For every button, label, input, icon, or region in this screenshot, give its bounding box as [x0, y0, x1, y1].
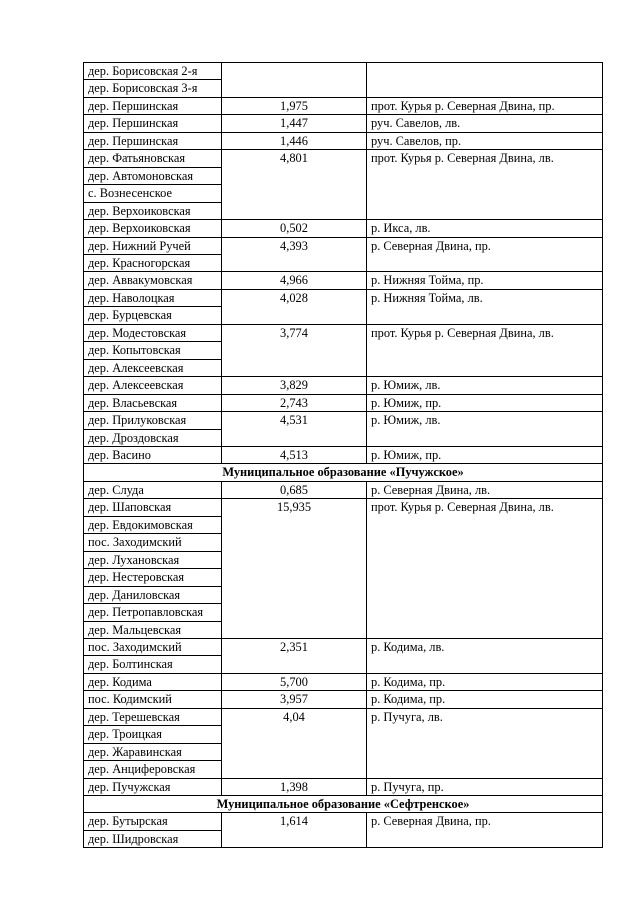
settlement-cell: дер. Шаповская [84, 499, 222, 516]
distance-cell: 4,04 [222, 708, 367, 725]
water-source-cell: руч. Савелов, пр. [367, 132, 603, 149]
table-row [84, 551, 603, 568]
distance-cell [222, 604, 367, 621]
table-row [84, 761, 603, 778]
table-row [84, 481, 603, 498]
water-source-cell [367, 621, 603, 638]
distance-cell [222, 534, 367, 551]
settlement-cell: дер. Терешевская [84, 708, 222, 725]
settlement-cell: дер. Верхоиковская [84, 202, 222, 219]
water-source-cell [367, 80, 603, 97]
settlement-cell: дер. Троицкая [84, 726, 222, 743]
section-header-row [84, 796, 603, 813]
distance-cell [222, 586, 367, 603]
distance-cell: 4,393 [222, 237, 367, 254]
table-row [84, 778, 603, 795]
water-source-cell: р. Кодима, пр. [367, 673, 603, 690]
water-source-cell [367, 516, 603, 533]
table-row [84, 115, 603, 132]
table-row [84, 534, 603, 551]
table-row [84, 185, 603, 202]
settlement-cell: дер. Фатьяновская [84, 150, 222, 167]
settlement-cell: дер. Копытовская [84, 342, 222, 359]
settlement-cell: дер. Слуда [84, 481, 222, 498]
settlement-cell: дер. Красногорская [84, 254, 222, 271]
distance-cell [222, 359, 367, 376]
settlement-cell: дер. Модестовская [84, 324, 222, 341]
table-row [84, 97, 603, 114]
settlements-table-body [84, 63, 603, 848]
settlement-cell: дер. Болтинская [84, 656, 222, 673]
distance-cell: 2,351 [222, 638, 367, 655]
water-source-cell [367, 726, 603, 743]
water-source-cell: прот. Курья р. Северная Двина, лв. [367, 150, 603, 167]
table-row [84, 202, 603, 219]
table-row [84, 254, 603, 271]
distance-cell [222, 569, 367, 586]
water-source-cell [367, 830, 603, 847]
water-source-cell [367, 569, 603, 586]
distance-cell: 3,829 [222, 377, 367, 394]
distance-cell [222, 743, 367, 760]
table-row [84, 830, 603, 847]
settlement-cell: дер. Першинская [84, 115, 222, 132]
settlement-cell: дер. Евдокимовская [84, 516, 222, 533]
water-source-cell: р. Кодима, лв. [367, 638, 603, 655]
distance-cell: 1,447 [222, 115, 367, 132]
table-row [84, 691, 603, 708]
table-row [84, 708, 603, 725]
water-source-cell: р. Северная Двина, лв. [367, 481, 603, 498]
water-source-cell [367, 63, 603, 80]
water-source-cell [367, 534, 603, 551]
settlement-cell: дер. Лухановская [84, 551, 222, 568]
water-source-cell: р. Юмиж, пр. [367, 446, 603, 463]
water-source-cell: р. Юмиж, лв. [367, 377, 603, 394]
settlement-cell: дер. Петропавловская [84, 604, 222, 621]
table-row [84, 499, 603, 516]
table-row [84, 586, 603, 603]
water-source-cell [367, 656, 603, 673]
section-title: Муниципальное образование «Сефтренское» [84, 796, 603, 813]
settlement-cell: дер. Першинская [84, 132, 222, 149]
settlement-cell: дер. Власьевская [84, 394, 222, 411]
distance-cell [222, 830, 367, 847]
table-row [84, 569, 603, 586]
distance-cell: 1,398 [222, 778, 367, 795]
distance-cell: 4,966 [222, 272, 367, 289]
table-row [84, 324, 603, 341]
settlement-cell: дер. Васино [84, 446, 222, 463]
water-source-cell: р. Юмиж, лв. [367, 412, 603, 429]
table-row [84, 359, 603, 376]
settlement-cell: дер. Дроздовская [84, 429, 222, 446]
distance-cell: 3,774 [222, 324, 367, 341]
distance-cell [222, 80, 367, 97]
settlement-cell: дер. Верхоиковская [84, 220, 222, 237]
distance-cell: 1,614 [222, 813, 367, 830]
settlement-cell: дер. Наволоцкая [84, 289, 222, 306]
distance-cell [222, 167, 367, 184]
water-source-cell: руч. Савелов, лв. [367, 115, 603, 132]
settlement-cell: с. Вознесенское [84, 185, 222, 202]
distance-cell [222, 307, 367, 324]
settlement-cell: дер. Борисовская 3-я [84, 80, 222, 97]
table-row [84, 446, 603, 463]
distance-cell: 0,685 [222, 481, 367, 498]
table-row [84, 516, 603, 533]
water-source-cell: р. Нижняя Тойма, пр. [367, 272, 603, 289]
distance-cell: 3,957 [222, 691, 367, 708]
settlement-cell: дер. Даниловская [84, 586, 222, 603]
distance-cell: 1,446 [222, 132, 367, 149]
distance-cell [222, 621, 367, 638]
water-source-cell [367, 586, 603, 603]
distance-cell [222, 202, 367, 219]
table-row [84, 289, 603, 306]
settlement-cell: дер. Аввакумовская [84, 272, 222, 289]
settlement-cell: дер. Алексеевская [84, 377, 222, 394]
settlement-cell: дер. Бурцевская [84, 307, 222, 324]
settlement-cell: дер. Кодима [84, 673, 222, 690]
distance-cell: 5,700 [222, 673, 367, 690]
distance-cell: 2,743 [222, 394, 367, 411]
settlement-cell: дер. Анциферовская [84, 761, 222, 778]
water-source-cell [367, 202, 603, 219]
water-source-cell: р. Северная Двина, пр. [367, 237, 603, 254]
distance-cell: 0,502 [222, 220, 367, 237]
table-row [84, 429, 603, 446]
water-source-cell: р. Пучуга, лв. [367, 708, 603, 725]
distance-cell: 4,531 [222, 412, 367, 429]
water-source-cell: р. Юмиж, пр. [367, 394, 603, 411]
table-row [84, 621, 603, 638]
settlement-cell: дер. Прилуковская [84, 412, 222, 429]
settlement-cell: дер. Пучужская [84, 778, 222, 795]
settlements-table [83, 62, 603, 848]
section-header-row [84, 464, 603, 481]
water-source-cell [367, 254, 603, 271]
distance-cell [222, 254, 367, 271]
water-source-cell [367, 307, 603, 324]
settlement-cell: дер. Шидровская [84, 830, 222, 847]
distance-cell: 15,935 [222, 499, 367, 516]
distance-cell [222, 516, 367, 533]
table-row [84, 237, 603, 254]
water-source-cell: прот. Курья р. Северная Двина, пр. [367, 97, 603, 114]
settlement-cell: дер. Бутырская [84, 813, 222, 830]
settlement-cell: дер. Жаравинская [84, 743, 222, 760]
table-row [84, 743, 603, 760]
water-source-cell [367, 761, 603, 778]
water-source-cell: р. Северная Двина, пр. [367, 813, 603, 830]
table-row [84, 412, 603, 429]
distance-cell [222, 63, 367, 80]
table-row [84, 726, 603, 743]
table-row [84, 394, 603, 411]
table-row [84, 604, 603, 621]
table-row [84, 220, 603, 237]
water-source-cell: прот. Курья р. Северная Двина, лв. [367, 499, 603, 516]
distance-cell: 4,513 [222, 446, 367, 463]
water-source-cell: р. Пучуга, пр. [367, 778, 603, 795]
water-source-cell: прот. Курья р. Северная Двина, лв. [367, 324, 603, 341]
table-row [84, 656, 603, 673]
settlement-cell: дер. Автомоновская [84, 167, 222, 184]
table-row [84, 342, 603, 359]
distance-cell [222, 726, 367, 743]
table-row [84, 150, 603, 167]
settlement-cell: пос. Заходимский [84, 638, 222, 655]
table-row [84, 80, 603, 97]
distance-cell [222, 656, 367, 673]
table-row [84, 377, 603, 394]
table-row [84, 272, 603, 289]
distance-cell [222, 551, 367, 568]
table-row [84, 167, 603, 184]
settlement-cell: дер. Першинская [84, 97, 222, 114]
distance-cell: 4,801 [222, 150, 367, 167]
distance-cell [222, 761, 367, 778]
water-source-cell [367, 743, 603, 760]
water-source-cell: р. Нижняя Тойма, лв. [367, 289, 603, 306]
distance-cell [222, 342, 367, 359]
distance-cell [222, 185, 367, 202]
settlement-cell: пос. Кодимский [84, 691, 222, 708]
table-row [84, 638, 603, 655]
settlement-cell: дер. Нестеровская [84, 569, 222, 586]
section-title: Муниципальное образование «Пучужское» [84, 464, 603, 481]
water-source-cell [367, 359, 603, 376]
water-source-cell [367, 167, 603, 184]
settlement-cell: дер. Мальцевская [84, 621, 222, 638]
water-source-cell: р. Икса, лв. [367, 220, 603, 237]
distance-cell: 1,975 [222, 97, 367, 114]
settlement-cell: дер. Нижний Ручей [84, 237, 222, 254]
distance-cell [222, 429, 367, 446]
settlement-cell: дер. Алексеевская [84, 359, 222, 376]
table-row [84, 673, 603, 690]
water-source-cell [367, 551, 603, 568]
water-source-cell [367, 342, 603, 359]
settlement-cell: дер. Борисовская 2-я [84, 63, 222, 80]
water-source-cell: р. Кодима, пр. [367, 691, 603, 708]
distance-cell: 4,028 [222, 289, 367, 306]
table-row [84, 307, 603, 324]
table-row [84, 63, 603, 80]
table-row [84, 132, 603, 149]
settlement-cell: пос. Заходимский [84, 534, 222, 551]
water-source-cell [367, 185, 603, 202]
table-row [84, 813, 603, 830]
water-source-cell [367, 429, 603, 446]
water-source-cell [367, 604, 603, 621]
